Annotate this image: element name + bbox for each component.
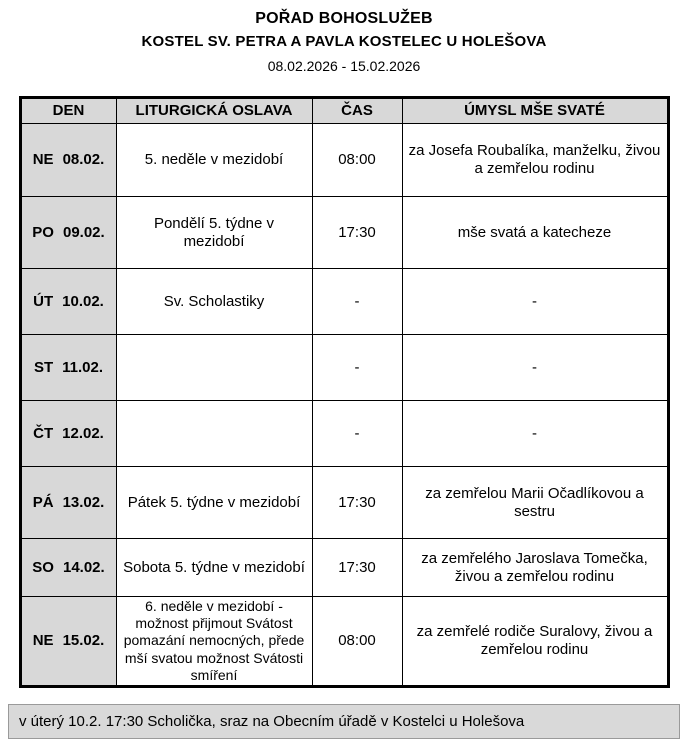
intention-cell: za zemřelého Jaroslava Tomečka, živou a zemřelou rodinu xyxy=(402,539,668,597)
celebration-cell: Sobota 5. týdne v mezidobí xyxy=(116,539,312,597)
document-header xyxy=(0,10,688,74)
day-date: 12.02. xyxy=(62,424,104,442)
time-cell: - xyxy=(312,401,402,467)
celebration-cell: Sv. Scholastiky xyxy=(116,269,312,335)
date-range: 08.02.2026 - 15.02.2026 xyxy=(267,58,421,74)
page-subtitle: KOSTEL SV. PETRA A PAVLA KOSTELEC U HOLEŠOVA xyxy=(141,33,547,50)
celebration-cell: Pátek 5. týdne v mezidobí xyxy=(116,467,312,539)
celebration-cell: Pondělí 5. týdne v mezidobí xyxy=(116,197,312,269)
day-cell xyxy=(20,124,116,197)
schedule-table-header xyxy=(20,98,668,124)
column-header-liturgicka-oslava: LITURGICKÁ OSLAVA xyxy=(116,98,312,124)
time-cell: 17:30 xyxy=(312,539,402,597)
column-header-den: DEN xyxy=(20,98,116,124)
intention-cell: mše svatá a katecheze xyxy=(402,197,668,269)
celebration-cell: 5. neděle v mezidobí xyxy=(116,124,312,197)
intention-cell: - xyxy=(402,269,668,335)
footer-note: v úterý 10.2. 17:30 Scholička, sraz na Obecním úřadě v Kostelci u Holešova xyxy=(8,704,680,739)
table-row xyxy=(20,597,668,687)
day-date: 13.02. xyxy=(62,493,105,511)
time-cell: 08:00 xyxy=(312,124,402,197)
table-row xyxy=(20,401,668,467)
day-date: 08.02. xyxy=(62,151,105,168)
intention-cell: za zemřelou Marii Očadlíkovou a sestru xyxy=(402,467,668,539)
day-abbr: PÁ xyxy=(32,493,54,511)
day-abbr: SO xyxy=(32,558,54,576)
day-abbr: NE xyxy=(32,632,54,649)
day-abbr: PO xyxy=(32,223,54,241)
time-cell: 17:30 xyxy=(312,467,402,539)
day-date: 15.02. xyxy=(62,632,105,649)
day-date: 11.02. xyxy=(62,358,104,376)
page-title: POŘAD BOHOSLUŽEB xyxy=(255,10,433,27)
day-date: 09.02. xyxy=(62,223,105,241)
column-header-cas: ČAS xyxy=(312,98,402,124)
table-row xyxy=(20,269,668,335)
day-abbr: ČT xyxy=(33,424,54,442)
table-row xyxy=(20,197,668,269)
table-row xyxy=(20,335,668,401)
intention-cell: za zemřelé rodiče Suralovy, živou a zemřelou rodinu xyxy=(402,597,668,687)
day-cell xyxy=(20,539,116,597)
table-row xyxy=(20,539,668,597)
time-cell: - xyxy=(312,269,402,335)
celebration-cell: 6. neděle v mezidobí - možnost přijmout Svátost pomazání nemocných, přede mší svatou možnost Svátosti smíření xyxy=(116,597,312,687)
day-cell xyxy=(20,401,116,467)
intention-cell: - xyxy=(402,401,668,467)
intention-cell: za Josefa Roubalíka, manželku, živou a zemřelou rodinu xyxy=(402,124,668,197)
celebration-cell xyxy=(116,401,312,467)
day-abbr: NE xyxy=(32,151,54,168)
schedule-table xyxy=(19,96,670,688)
time-cell: - xyxy=(312,335,402,401)
day-cell xyxy=(20,335,116,401)
table-row xyxy=(20,124,668,197)
day-cell xyxy=(20,597,116,687)
schedule-table-body xyxy=(20,124,668,687)
day-abbr: ÚT xyxy=(33,292,54,310)
day-cell xyxy=(20,197,116,269)
celebration-cell xyxy=(116,335,312,401)
day-cell xyxy=(20,467,116,539)
time-cell: 08:00 xyxy=(312,597,402,687)
day-cell xyxy=(20,269,116,335)
day-abbr: ST xyxy=(33,358,54,376)
day-date: 14.02. xyxy=(62,558,105,576)
table-row xyxy=(20,467,668,539)
column-header-umysl: ÚMYSL MŠE SVATÉ xyxy=(402,98,668,124)
time-cell: 17:30 xyxy=(312,197,402,269)
day-date: 10.02. xyxy=(62,292,104,310)
header-row xyxy=(20,98,668,124)
intention-cell: - xyxy=(402,335,668,401)
